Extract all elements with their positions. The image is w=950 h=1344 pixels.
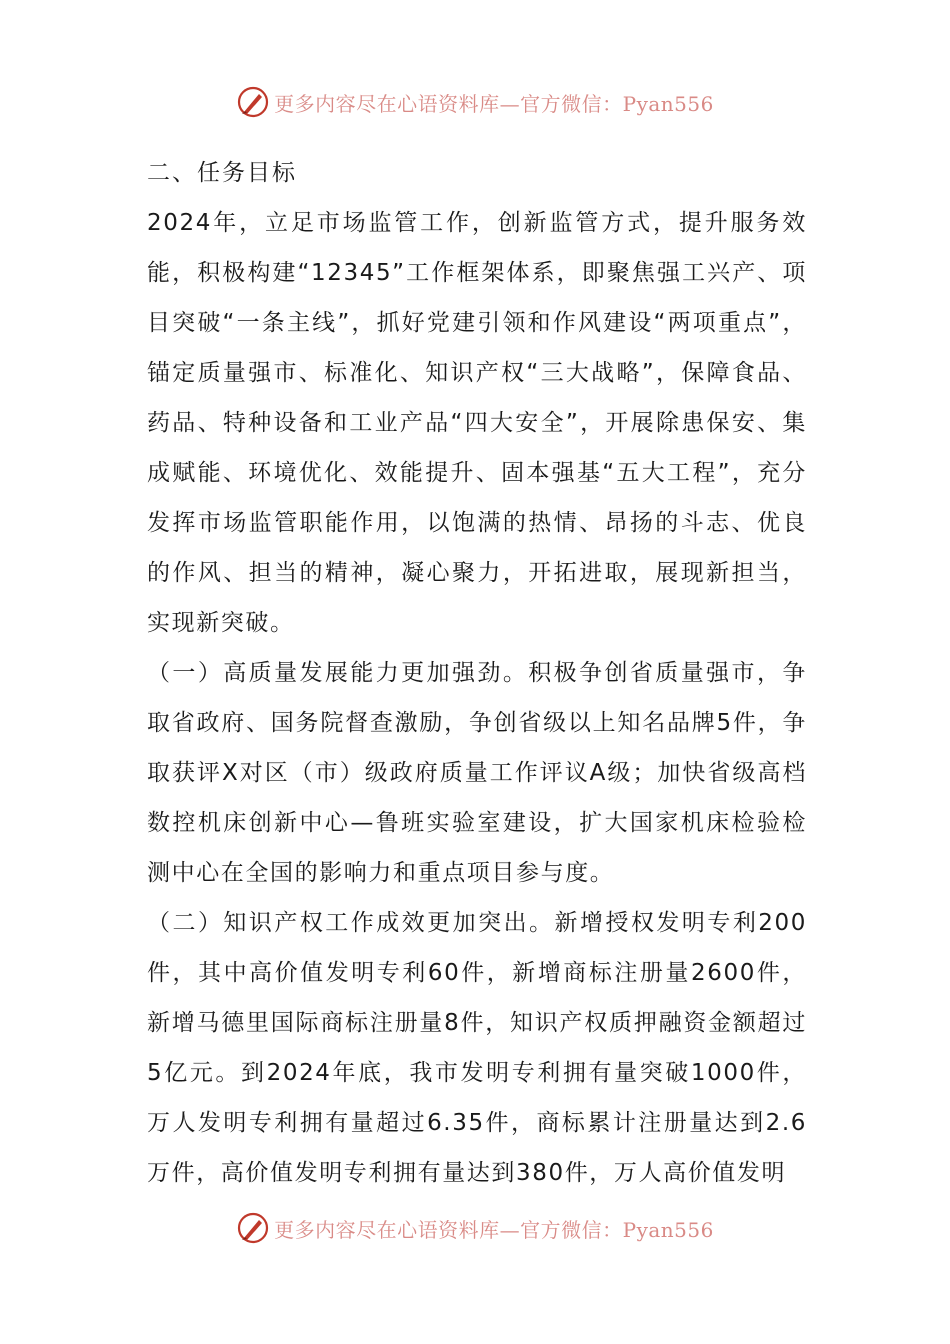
header-watermark-banner xyxy=(0,82,950,122)
footer-watermark-text: 更多内容尽在心语资料库—官方微信：Pyan556 xyxy=(274,1217,714,1242)
pen-logo-icon xyxy=(236,1211,270,1245)
paragraph-goal-1: （一）高质量发展能力更加强劲。积极争创省质量强市，争取省政府、国务院督查激励，争创省级以上知名品牌5件，争取获评X对区（市）级政府质量工作评议A级；加快省级高档数控机床创新中心—鲁班实验室建设，扩大国家机床检验检测中心在全国的影响力和重点项目参与度。 xyxy=(147,660,807,886)
paragraph-overview: 2024年，立足市场监管工作，创新监管方式，提升服务效能，积极构建“12345”工作框架体系，即聚焦强工兴产、项目突破“一条主线”，抓好党建引领和作风建设“两项重点”，锚定质量强市、标准化、知识产权“三大战略”，保障食品、药品、特种设备和工业产品“四大安全”，开展除患保安、集成赋能、环境优化、效能提升、固本强基“五大工程”，充分发挥市场监管职能作用，以饱满的热情、昂扬的斗志、优良的作风、担当的精神，凝心聚力，开拓进取，展现新担当，实现新突破。 xyxy=(147,210,807,636)
footer-watermark-banner xyxy=(0,1208,950,1248)
document-body xyxy=(147,148,807,1198)
header-watermark-text: 更多内容尽在心语资料库—官方微信：Pyan556 xyxy=(274,91,714,116)
section-title: 二、任务目标 xyxy=(147,160,297,186)
paragraph-goal-2: （二）知识产权工作成效更加突出。新增授权发明专利200件，其中高价值发明专利60件，新增商标注册量2600件，新增马德里国际商标注册量8件，知识产权质押融资金额超过5亿元。到2024年底，我市发明专利拥有量突破1000件，万人发明专利拥有量超过6.35件，商标累计注册量达到2.6万件，高价值发明专利拥有量达到380件，万人高价值发明 xyxy=(147,910,807,1186)
pen-logo-icon xyxy=(236,85,270,119)
